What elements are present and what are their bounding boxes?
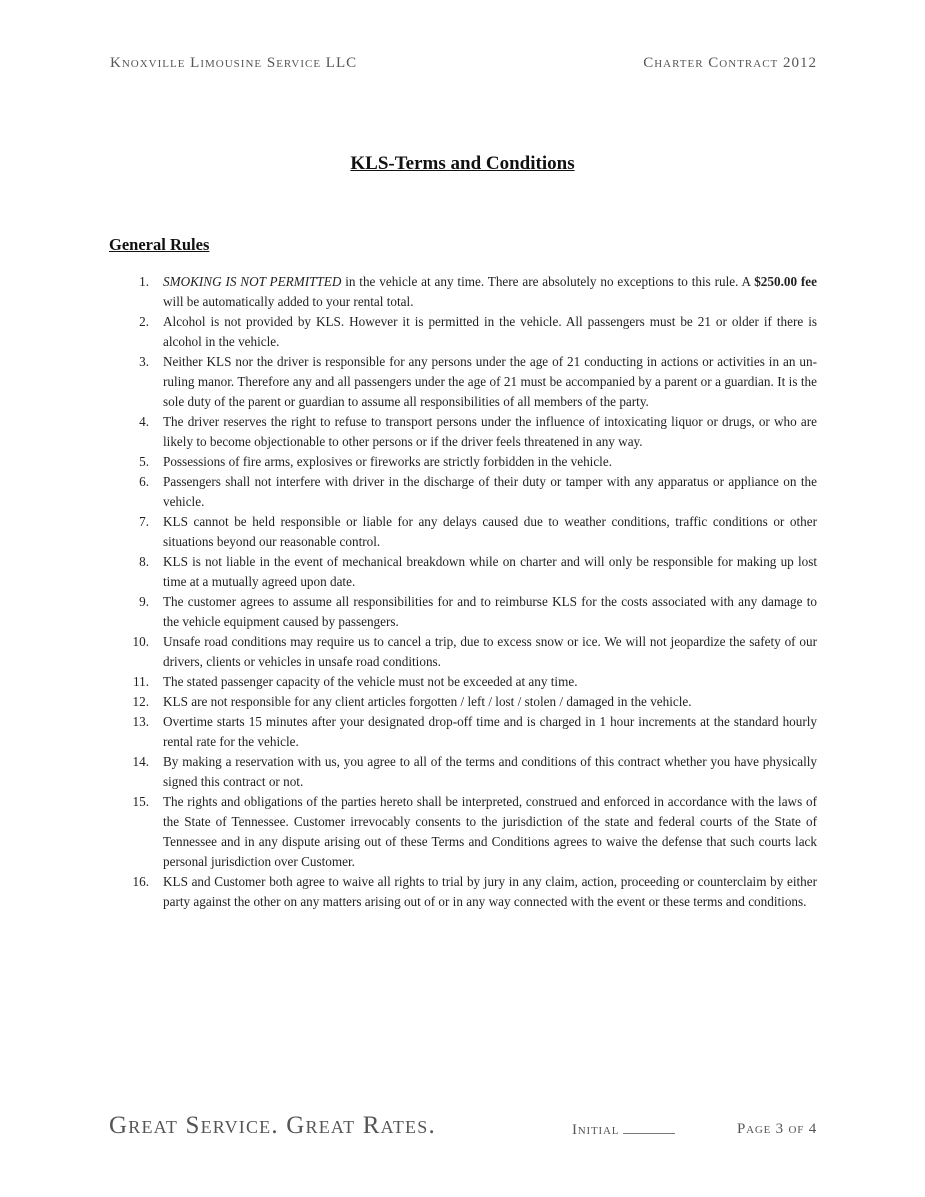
rule-number: 8.: [139, 554, 149, 569]
footer-tagline: Great Service. Great Rates.: [109, 1112, 436, 1139]
rule-number: 12.: [132, 694, 149, 709]
rule-text: [163, 274, 817, 309]
page-number: Page 3 of 4: [736, 1121, 817, 1137]
rule-item: [125, 272, 817, 312]
rule-item: [125, 632, 817, 672]
rule-number: 5.: [139, 454, 149, 469]
rule-number: 13.: [132, 714, 149, 729]
section-heading: General Rules: [109, 235, 210, 254]
rule-item: [125, 672, 817, 692]
rule-item: [125, 752, 817, 792]
rule-number: 16.: [132, 874, 149, 889]
rule-item: [125, 512, 817, 552]
rule-text: By making a reservation with us, you agree to all of the terms and conditions of this contract whether you have physically signed this contract or not.: [163, 754, 817, 789]
rule-number: 2.: [139, 314, 149, 329]
rule-text: The customer agrees to assume all responsibilities for and to reimburse KLS for the costs associated with any damage to the vehicle equipment caused by passengers.: [163, 594, 817, 629]
initial-signature-line: [623, 1121, 675, 1134]
rule-item: [125, 592, 817, 632]
rule-item: [125, 472, 817, 512]
rule-item: [125, 552, 817, 592]
rule-text: Overtime starts 15 minutes after your designated drop-off time and is charged in 1 hour increments at the standard hourly rental rate for the vehicle.: [163, 714, 817, 749]
rule-item: [125, 692, 817, 712]
rule-text: Unsafe road conditions may require us to cancel a trip, due to excess snow or ice. We will not jeopardize the safety of our drivers, clients or vehicles in unsafe road conditions.: [163, 634, 817, 669]
rule-number: 1.: [139, 274, 149, 289]
rule-text: Possessions of fire arms, explosives or fireworks are strictly forbidden in the vehicle.: [163, 454, 612, 469]
rule-text: KLS is not liable in the event of mechanical breakdown while on charter and will only be responsible for making up lost time at a mutually agreed upon date.: [163, 554, 817, 589]
rule-item: [125, 792, 817, 872]
rule-text: Passengers shall not interfere with driver in the discharge of their duty or tamper with any apparatus or appliance on the vehicle.: [163, 474, 817, 509]
document-title: KLS-Terms and Conditions: [350, 153, 575, 174]
rule-item: [125, 452, 817, 472]
rules-list: [125, 272, 817, 912]
rule-number: 11.: [133, 674, 149, 689]
rule-number: 14.: [132, 754, 149, 769]
rule-text: The driver reserves the right to refuse to transport persons under the influence of intoxicating liquor or drugs, or who are likely to become objectionable to other persons or if the driver feels threatened in any way.: [163, 414, 817, 449]
initial-label: Initial: [572, 1122, 620, 1138]
rule-number: 10.: [132, 634, 149, 649]
rule-number: 3.: [139, 354, 149, 369]
rule-item: [125, 352, 817, 412]
rule-number: 4.: [139, 414, 149, 429]
rule-text: Neither KLS nor the driver is responsible for any persons under the age of 21 conducting in actions or activities in an un-ruling manor. Therefore any and all passengers under the age of 21 must be accompanied by a parent or a guardian. It is the sole duty of the parent or guardian to assume all responsibilities of all members of the party.: [163, 354, 817, 409]
rule-item: [125, 412, 817, 452]
rule-text-segment: will be automatically added to your rental total.: [163, 294, 414, 309]
rule-number: 15.: [132, 794, 149, 809]
header-document-name: Charter Contract 2012: [643, 55, 817, 71]
rule-item: [125, 312, 817, 352]
rule-text: KLS are not responsible for any client articles forgotten / left / lost / stolen / damaged in the vehicle.: [163, 694, 692, 709]
header-company-name: Knoxville Limousine Service LLC: [110, 55, 358, 71]
rule-text: The rights and obligations of the parties hereto shall be interpreted, construed and enforced in accordance with the laws of the State of Tennessee. Customer irrevocably consents to the jurisdiction of the state and federal courts of the State of Tennessee and in any dispute arising out of these Terms and Conditions agrees to waive the defense that such courts lack personal jurisdiction over Customer.: [163, 794, 817, 869]
rule-number: 7.: [139, 514, 149, 529]
rule-number: 6.: [139, 474, 149, 489]
rule-text: Alcohol is not provided by KLS. However it is permitted in the vehicle. All passengers must be 21 or older if there is alcohol in the vehicle.: [163, 314, 817, 349]
rule-text: The stated passenger capacity of the vehicle must not be exceeded at any time.: [163, 674, 578, 689]
rule-number: 9.: [139, 594, 149, 609]
rule-text: KLS and Customer both agree to waive all rights to trial by jury in any claim, action, proceeding or counterclaim by either party against the other on any matters arising out of or in any way connected with the event or these terms and conditions.: [163, 874, 817, 909]
rule-item: [125, 872, 817, 912]
rule-text-segment: in the vehicle at any time. There are absolutely no exceptions to this rule. A: [341, 274, 755, 289]
rule-item: [125, 712, 817, 752]
rule-text: KLS cannot be held responsible or liable for any delays caused due to weather conditions, traffic conditions or other situations beyond our reasonable control.: [163, 514, 817, 549]
footer-initial: [572, 1121, 675, 1139]
rule-fee-amount: $250.00 fee: [754, 274, 817, 289]
rule-emphasis-text: SMOKING IS NOT PERMITTED: [163, 274, 342, 289]
